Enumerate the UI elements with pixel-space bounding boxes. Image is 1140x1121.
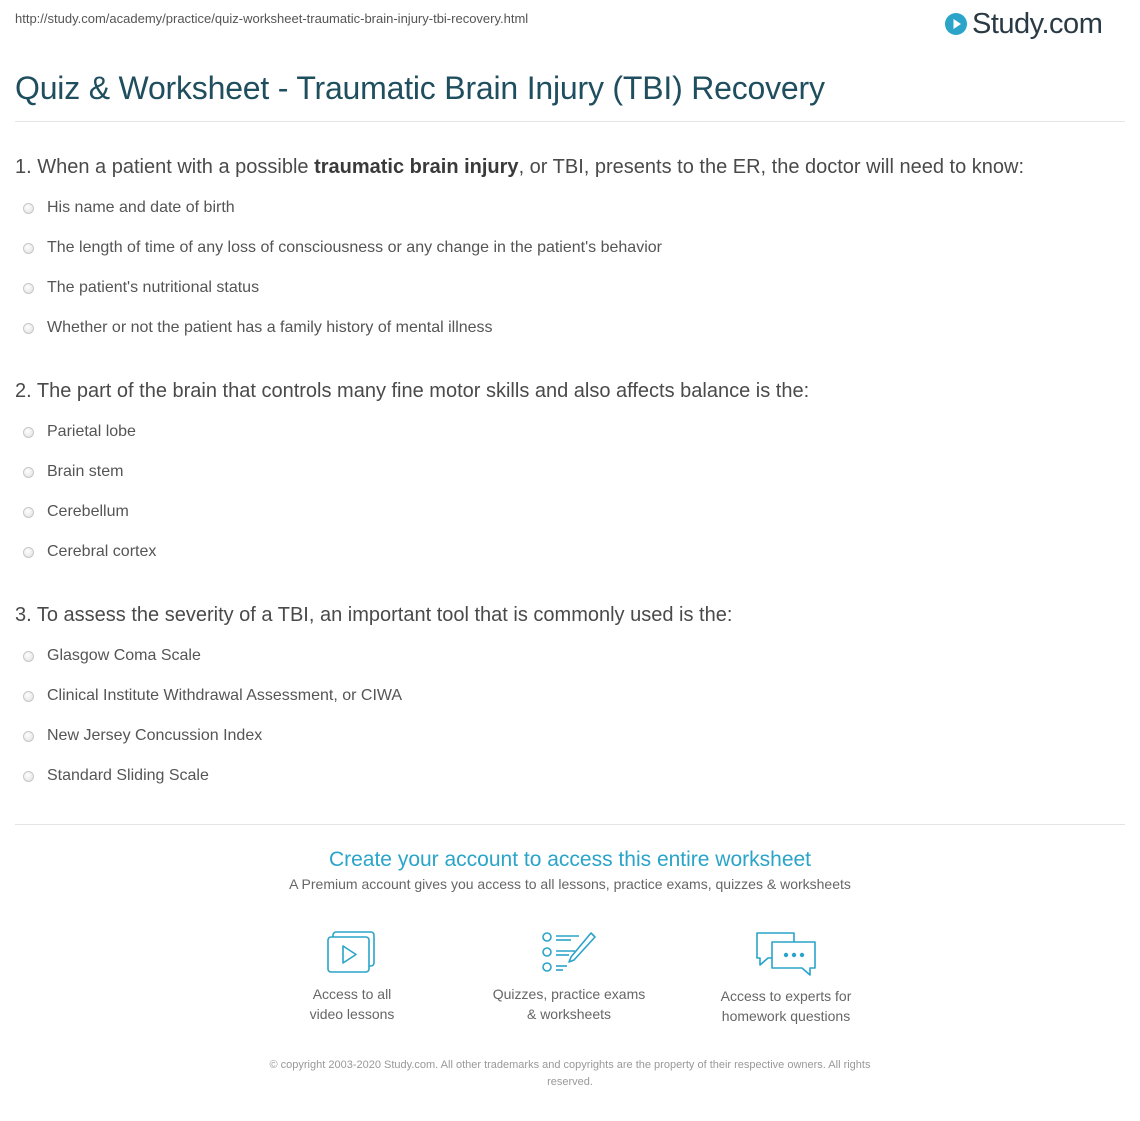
feature-label: Access to all video lessons	[309, 986, 395, 1022]
feature-label: Access to experts for homework questions	[720, 988, 852, 1024]
answer-option[interactable]	[15, 452, 1135, 492]
question-text: 1. When a patient with a possible traumatic brain injury, or TBI, presents to the ER, the doctor will need to know:	[15, 156, 1025, 178]
answer-label: Cerebellum	[47, 503, 129, 520]
section-divider	[15, 824, 1125, 825]
quiz-checklist-icon	[541, 930, 597, 974]
feature-experts	[696, 930, 876, 1026]
copyright-notice: © copyright 2003-2020 Study.com. All other trademarks and copyrights are the property of their respective owners. All rights reserved.	[269, 1059, 871, 1088]
answer-label: Whether or not the patient has a family history of mental illness	[47, 319, 493, 336]
question-3	[15, 601, 1135, 796]
answer-label: His name and date of birth	[47, 199, 235, 216]
cta-subtitle: A Premium account gives you access to all lessons, practice exams, quizzes & worksheets	[289, 876, 851, 892]
answer-label: The patient's nutritional status	[47, 279, 260, 296]
cta-link[interactable]: Create your account to access this entire worksheet	[328, 848, 812, 871]
answer-option[interactable]	[15, 308, 1135, 348]
radio-button[interactable]	[23, 427, 34, 438]
expert-chat-icon	[754, 930, 818, 976]
answer-option[interactable]	[15, 676, 1135, 716]
radio-button[interactable]	[23, 651, 34, 662]
question-text: 2. The part of the brain that controls many fine motor skills and also affects balance is the:	[15, 380, 810, 402]
answer-option[interactable]	[15, 268, 1135, 308]
radio-button[interactable]	[23, 731, 34, 742]
answer-label: Cerebral cortex	[47, 543, 157, 560]
question-text: 3. To assess the severity of a TBI, an important tool that is commonly used is the:	[15, 604, 733, 626]
page-url: http://study.com/academy/practice/quiz-worksheet-traumatic-brain-injury-tbi-recovery.html	[15, 11, 529, 26]
answer-option[interactable]	[15, 716, 1135, 756]
answer-label: Standard Sliding Scale	[47, 767, 209, 784]
brand-name: Study.com	[972, 8, 1103, 40]
answer-label: Brain stem	[47, 463, 124, 480]
answer-option[interactable]	[15, 412, 1135, 452]
question-2	[15, 377, 1135, 572]
radio-button[interactable]	[23, 547, 34, 558]
radio-button[interactable]	[23, 507, 34, 518]
answer-label: Glasgow Coma Scale	[47, 647, 201, 664]
radio-button[interactable]	[23, 691, 34, 702]
question-1	[15, 153, 1135, 348]
answer-option[interactable]	[15, 532, 1135, 572]
feature-quizzes	[479, 930, 659, 1024]
radio-button[interactable]	[23, 283, 34, 294]
question-keyword: traumatic brain injury	[314, 156, 519, 178]
answer-option[interactable]	[15, 492, 1135, 532]
title-divider	[15, 121, 1125, 122]
answer-label: The length of time of any loss of consciousness or any change in the patient's behavior	[47, 239, 662, 256]
play-icon	[944, 12, 968, 36]
answer-label: New Jersey Concussion Index	[47, 727, 263, 744]
radio-button[interactable]	[23, 203, 34, 214]
answer-label: Clinical Institute Withdrawal Assessment, or CIWA	[47, 687, 403, 704]
answer-label: Parietal lobe	[47, 423, 136, 440]
brand-logo[interactable]	[944, 6, 1102, 42]
radio-button[interactable]	[23, 771, 34, 782]
signup-cta	[0, 846, 1140, 892]
answer-option[interactable]	[15, 188, 1135, 228]
answer-option[interactable]	[15, 756, 1135, 796]
radio-button[interactable]	[23, 243, 34, 254]
answer-option[interactable]	[15, 636, 1135, 676]
radio-button[interactable]	[23, 467, 34, 478]
page-title: Quiz & Worksheet - Traumatic Brain Injury (TBI) Recovery	[15, 70, 825, 106]
video-lessons-icon	[326, 930, 378, 974]
radio-button[interactable]	[23, 323, 34, 334]
answer-option[interactable]	[15, 228, 1135, 268]
feature-label: Quizzes, practice exams & worksheets	[492, 986, 646, 1022]
feature-video-lessons	[262, 930, 442, 1024]
